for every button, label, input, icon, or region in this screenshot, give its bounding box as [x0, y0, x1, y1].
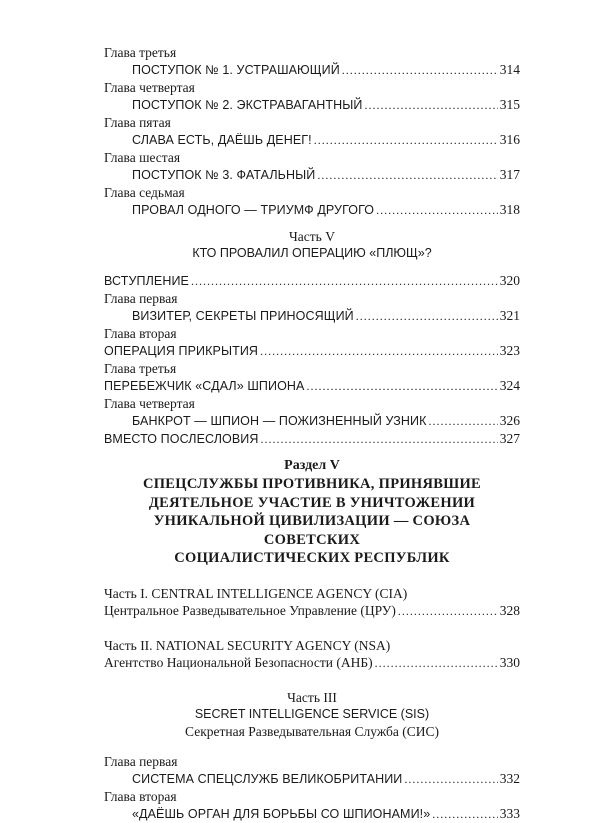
dot-leader [404, 770, 497, 788]
entry-title: ВИЗИТЕР, СЕКРЕТЫ ПРИНОСЯЩИЙ [132, 309, 354, 323]
chapter-label: Глава третья [104, 361, 177, 376]
dot-leader [365, 96, 498, 114]
toc-entry [104, 61, 520, 79]
dot-leader [314, 131, 498, 149]
toc-entry [104, 654, 520, 672]
toc-entry [104, 131, 520, 149]
chapter-label: Глава четвертая [104, 396, 195, 411]
part-label: Часть I. CENTRAL INTELLIGENCE AGENCY (CIA) [104, 585, 408, 601]
entry-title: ПОСТУПОК № 2. ЭКСТРАВАГАНТНЫЙ [132, 98, 363, 112]
section-title-line: СПЕЦСЛУЖБЫ ПРОТИВНИКА, ПРИНЯВШИЕ [142, 476, 482, 492]
entry-title: ПРОВАЛ ОДНОГО — ТРИУМФ ДРУГОГО [132, 203, 375, 217]
dot-leader [376, 201, 498, 219]
entry-title: ПОСТУПОК № 3. ФАТАЛЬНЫЙ [132, 168, 316, 182]
toc-entry [104, 307, 520, 325]
dot-leader [261, 430, 498, 448]
dot-leader [342, 61, 498, 79]
page-number: 323 [499, 343, 520, 358]
entry-title: СЛАВА ЕСТЬ, ДАЁШЬ ДЕНЕГ! [132, 133, 312, 147]
part-title: КТО ПРОВАЛИЛ ОПЕРАЦИЮ «ПЛЮЩ»? [192, 246, 432, 260]
entry-title: БАНКРОТ — ШПИОН — ПОЖИЗНЕННЫЙ УЗНИК [132, 414, 427, 428]
dot-leader [260, 342, 498, 360]
toc-group-part4 [104, 44, 520, 219]
page-number: 320 [499, 273, 520, 288]
toc-entry-afterword [104, 430, 520, 448]
chapter-label: Глава вторая [104, 326, 177, 341]
part-title-en: SECRET INTELLIGENCE SERVICE (SIS) [194, 706, 430, 721]
page-number: 321 [499, 308, 520, 323]
page-number: 328 [499, 602, 520, 618]
entry-title: ПОСТУПОК № 1. УСТРАШАЮЩИЙ [132, 63, 340, 77]
page-number: 327 [499, 431, 520, 446]
chapter-label: Глава пятая [104, 115, 171, 130]
toc-entry [104, 377, 520, 395]
toc-entry [104, 770, 520, 788]
part-label: Часть II. NATIONAL SECURITY AGENCY (NSA) [104, 637, 391, 653]
dot-leader [432, 805, 497, 823]
page-number: 315 [499, 97, 520, 112]
toc-entry [104, 805, 520, 823]
entry-title: ОПЕРАЦИЯ ПРИКРЫТИЯ [104, 344, 259, 358]
page-number: 318 [499, 202, 520, 217]
chapter-label: Глава вторая [104, 788, 177, 804]
toc-section5 [104, 457, 520, 823]
section-label: Раздел V [284, 458, 340, 473]
page-number: 316 [499, 132, 520, 147]
entry-title: ПЕРЕБЕЖЧИК «СДАЛ» ШПИОНА [104, 379, 305, 393]
toc-group-part5 [104, 228, 520, 448]
page-number: 324 [499, 378, 520, 393]
chapter-label: Глава седьмая [104, 185, 185, 200]
toc-entry [104, 96, 520, 114]
section-title-line: УНИКАЛЬНОЙ ЦИВИЛИЗАЦИИ — СОЮЗА СОВЕТСКИХ [153, 513, 471, 548]
section-title-line: ДЕЯТЕЛЬНОЕ УЧАСТИЕ В УНИЧТОЖЕНИИ [148, 494, 476, 511]
toc-entry [104, 412, 520, 430]
chapter-label: Глава третья [104, 45, 177, 60]
part-heading: Часть V [289, 229, 335, 244]
toc-entry [104, 602, 520, 620]
part-title-ru: Секретная Разведывательная Служба (СИС) [185, 723, 439, 739]
page-number: 317 [499, 167, 520, 182]
section-title-line: СОЦИАЛИСТИЧЕСКИХ РЕСПУБЛИК [174, 550, 450, 566]
dot-leader [191, 272, 498, 290]
table-of-contents [104, 44, 520, 823]
entry-title: Агентство Национальной Безопасности (АНБ) [104, 654, 373, 670]
dot-leader [317, 166, 497, 184]
entry-title: ВМЕСТО ПОСЛЕСЛОВИЯ [104, 432, 259, 446]
page-number: 333 [499, 805, 520, 821]
toc-entry [104, 342, 520, 360]
entry-title: СИСТЕМА СПЕЦСЛУЖБ ВЕЛИКОБРИТАНИИ [132, 771, 403, 786]
page-number: 314 [499, 62, 520, 77]
dot-leader [356, 307, 498, 325]
page-number: 332 [499, 770, 520, 786]
chapter-label: Глава первая [104, 291, 178, 306]
dot-leader [398, 602, 498, 620]
chapter-label: Глава шестая [104, 150, 181, 165]
page-number: 330 [499, 654, 520, 670]
toc-entry [104, 201, 520, 219]
chapter-label: Глава первая [104, 753, 178, 769]
chapter-label: Глава четвертая [104, 80, 195, 95]
part-heading: Часть III [287, 689, 337, 705]
entry-title: ВСТУПЛЕНИЕ [104, 274, 189, 288]
entry-title: Центральное Разведывательное Управление (ЦРУ) [104, 602, 396, 618]
entry-title: «ДАЁШЬ ОРГАН ДЛЯ БОРЬБЫ СО ШПИОНАМИ!» [132, 806, 431, 821]
toc-entry [104, 166, 520, 184]
toc-entry-intro [104, 272, 520, 290]
dot-leader [375, 654, 498, 672]
dot-leader [306, 377, 497, 395]
dot-leader [429, 412, 498, 430]
page-number: 326 [499, 413, 520, 428]
